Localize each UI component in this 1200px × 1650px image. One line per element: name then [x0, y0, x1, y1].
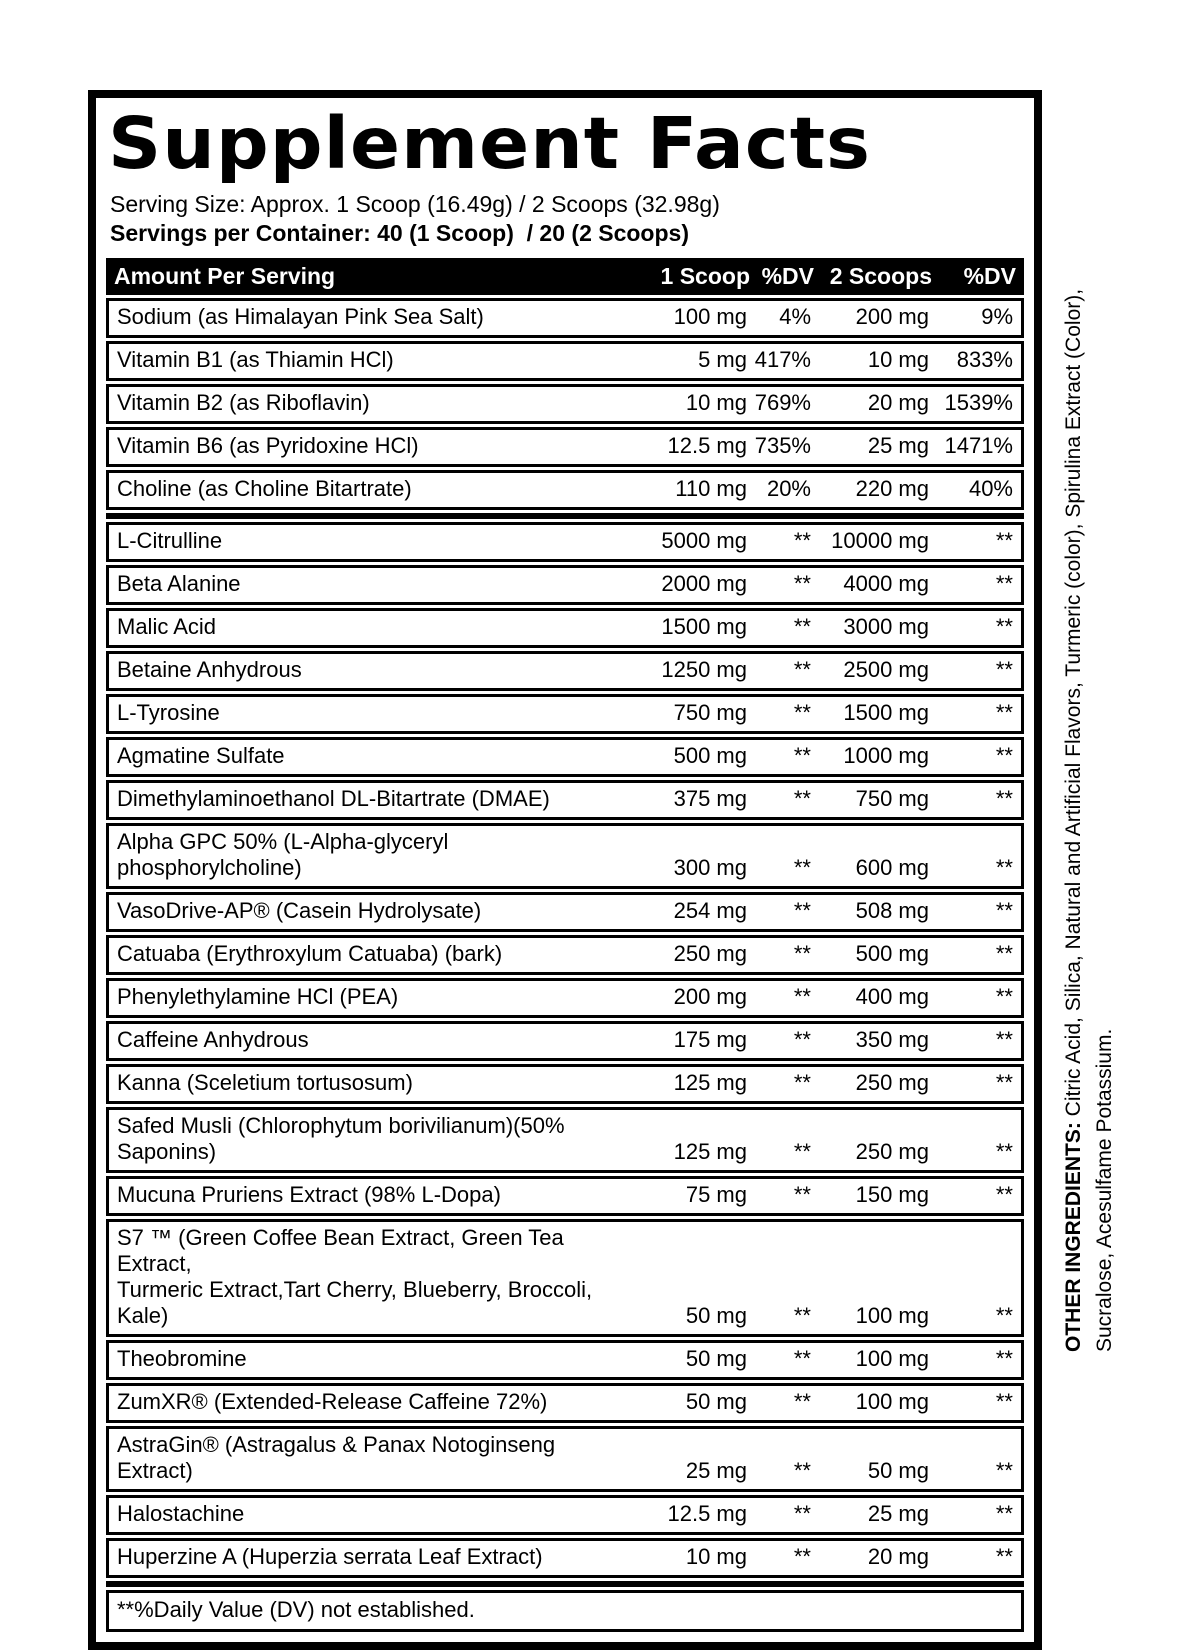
dv-1-scoop: 20% — [766, 476, 811, 501]
ingredient-name — [117, 700, 635, 726]
amount-1-scoop: 500 mg — [673, 743, 747, 768]
amount-1-scoop: 750 mg — [673, 700, 747, 725]
dv-2-scoops: ** — [995, 898, 1013, 923]
ingredient-name — [117, 1070, 635, 1096]
dv-2-scoops: ** — [995, 1346, 1013, 1371]
table-row — [106, 341, 1024, 381]
dv-1-scoop: ** — [793, 1070, 811, 1095]
amount-2-scoops: 50 mg — [867, 1458, 929, 1483]
panel-title: Supplement Facts — [108, 102, 872, 185]
table-row — [106, 1219, 1024, 1337]
table-row — [106, 522, 1024, 562]
table-row — [106, 694, 1024, 734]
dv-2-scoops: 40% — [968, 476, 1013, 501]
header-dv-1: %DV — [761, 263, 814, 289]
ingredient-name — [117, 1027, 635, 1053]
supplement-facts-panel — [88, 90, 1042, 1650]
amount-2-scoops: 100 mg — [855, 1346, 929, 1371]
dv-2-scoops: ** — [995, 571, 1013, 596]
table-row — [106, 384, 1024, 424]
amount-2-scoops: 20 mg — [867, 1544, 929, 1569]
amount-2-scoops: 500 mg — [855, 941, 929, 966]
ingredient-name-line: Vitamin B6 (as Pyridoxine HCl) — [117, 433, 419, 458]
ingredient-name — [117, 1182, 635, 1208]
amount-1-scoop: 10 mg — [685, 390, 747, 415]
ingredient-name-line: L-Tyrosine — [117, 700, 220, 725]
dv-2-scoops: ** — [995, 941, 1013, 966]
ingredient-name — [117, 304, 635, 330]
amount-2-scoops: 150 mg — [855, 1182, 929, 1207]
ingredient-name-line: Turmeric Extract,Tart Cherry, Blueberry, Broccoli, Kale) — [117, 1277, 593, 1328]
ingredient-name-line: Catuaba (Erythroxylum Catuaba) (bark) — [117, 941, 503, 966]
ingredient-name — [117, 984, 635, 1010]
amount-2-scoops: 10000 mg — [831, 528, 929, 553]
amount-1-scoop: 25 mg — [685, 1458, 747, 1483]
amount-1-scoop: 1250 mg — [661, 657, 747, 682]
ingredient-name — [117, 614, 635, 640]
table-row — [106, 1538, 1024, 1578]
dv-2-scoops: ** — [995, 528, 1013, 553]
header-1-scoop: 1 Scoop — [660, 263, 750, 289]
amount-1-scoop: 50 mg — [685, 1346, 747, 1371]
amount-1-scoop: 5 mg — [698, 347, 747, 372]
amount-2-scoops: 20 mg — [867, 390, 929, 415]
ingredient-name — [117, 571, 635, 597]
header-amount-per-serving: Amount Per Serving — [114, 263, 336, 289]
ingredient-name-line: Mucuna Pruriens Extract (98% L-Dopa) — [117, 1182, 501, 1207]
dv-1-scoop: ** — [793, 1458, 811, 1483]
amount-2-scoops: 3000 mg — [843, 614, 929, 639]
dv-1-scoop: ** — [793, 1182, 811, 1207]
amount-1-scoop: 200 mg — [673, 984, 747, 1009]
amount-1-scoop: 2000 mg — [661, 571, 747, 596]
amount-1-scoop: 10 mg — [685, 1544, 747, 1569]
ingredient-name — [117, 347, 635, 373]
ingredient-name — [117, 743, 635, 769]
amount-1-scoop: 125 mg — [673, 1070, 747, 1095]
ingredient-name-line: Theobromine — [117, 1346, 247, 1371]
ingredient-name-line: Dimethylaminoethanol DL-Bitartrate (DMAE) — [117, 786, 550, 811]
amount-2-scoops: 25 mg — [867, 433, 929, 458]
header-2-scoops: 2 Scoops — [829, 263, 932, 289]
ingredient-name-line: Choline (as Choline Bitartrate) — [117, 476, 412, 501]
ingredient-name-line: L-Citrulline — [117, 528, 223, 553]
ingredient-name — [117, 1113, 635, 1165]
amount-1-scoop: 12.5 mg — [667, 1501, 747, 1526]
dv-2-scoops: ** — [995, 1501, 1013, 1526]
table-row — [106, 780, 1024, 820]
ingredient-name — [117, 1501, 635, 1527]
amount-2-scoops: 250 mg — [855, 1139, 929, 1164]
ingredient-name-line: Agmatine Sulfate — [117, 743, 285, 768]
dv-1-scoop: ** — [793, 1346, 811, 1371]
amount-1-scoop: 125 mg — [673, 1139, 747, 1164]
ingredient-name — [117, 1225, 635, 1329]
amount-2-scoops: 100 mg — [855, 1389, 929, 1414]
amount-2-scoops: 25 mg — [867, 1501, 929, 1526]
dv-2-scoops: ** — [995, 1182, 1013, 1207]
amount-2-scoops: 600 mg — [855, 855, 929, 880]
table-header-bar — [106, 258, 1024, 295]
dv-2-scoops: ** — [995, 1544, 1013, 1569]
ingredient-name-line: Sodium (as Himalayan Pink Sea Salt) — [117, 304, 484, 329]
dv-1-scoop: ** — [793, 1139, 811, 1164]
other-ingredients-line2: Sucralose, Acesulfame Potassium. — [1093, 1028, 1116, 1352]
ingredient-name-line: Phenylethylamine HCl (PEA) — [117, 984, 399, 1009]
dv-1-scoop: ** — [793, 700, 811, 725]
dv-1-scoop: ** — [793, 1389, 811, 1414]
ingredient-name — [117, 657, 635, 683]
ingredient-name — [117, 433, 635, 459]
other-ingredients-line1: Citric Acid, Silica, Natural and Artificial Flavors, Turmeric (color), Spirulina Extract (Color), — [1062, 288, 1085, 1123]
ingredient-name-line: Halostachine — [117, 1501, 245, 1526]
dv-2-scoops: ** — [995, 657, 1013, 682]
dv-1-scoop: 417% — [754, 347, 811, 372]
ingredient-name-line: Malic Acid — [117, 614, 217, 639]
table-row — [106, 651, 1024, 691]
amount-1-scoop: 254 mg — [673, 898, 747, 923]
table-row — [106, 892, 1024, 932]
dv-1-scoop: ** — [793, 657, 811, 682]
dv-1-scoop: 769% — [754, 390, 811, 415]
amount-2-scoops: 4000 mg — [843, 571, 929, 596]
ingredient-name-line: Kanna (Sceletium tortusosum) — [117, 1070, 413, 1095]
servings-per-container-text: Servings per Container: 40 (1 Scoop) / 20 (2 Scoops) — [110, 220, 689, 246]
dv-1-scoop: ** — [793, 1544, 811, 1569]
dv-2-scoops: ** — [995, 786, 1013, 811]
amount-2-scoops: 750 mg — [855, 786, 929, 811]
serving-size-text: Serving Size: Approx. 1 Scoop (16.49g) / 2 Scoops (32.98g) — [110, 191, 720, 217]
amount-1-scoop: 300 mg — [673, 855, 747, 880]
table-row — [106, 470, 1024, 510]
table-row — [106, 1426, 1024, 1492]
dv-1-scoop: ** — [793, 614, 811, 639]
amount-1-scoop: 250 mg — [673, 941, 747, 966]
table-row — [106, 1383, 1024, 1423]
amount-1-scoop: 175 mg — [673, 1027, 747, 1052]
dv-2-scoops: 9% — [981, 304, 1013, 329]
amount-1-scoop: 110 mg — [675, 476, 747, 501]
amount-2-scoops: 250 mg — [855, 1070, 929, 1095]
dv-2-scoops: ** — [995, 614, 1013, 639]
amount-2-scoops: 1500 mg — [843, 700, 929, 725]
ingredient-name — [117, 528, 635, 554]
dv-1-scoop: ** — [793, 528, 811, 553]
amount-2-scoops: 10 mg — [867, 347, 929, 372]
dv-1-scoop: ** — [793, 898, 811, 923]
amount-1-scoop: 75 mg — [685, 1182, 747, 1207]
amount-1-scoop: 100 mg — [673, 304, 747, 329]
other-ingredients-label: OTHER INGREDIENTS: — [1062, 1122, 1085, 1352]
table-row — [106, 823, 1024, 889]
dv-2-scoops: ** — [995, 1389, 1013, 1414]
ingredient-name — [117, 1544, 635, 1570]
ingredient-name-line: VasoDrive-AP® (Casein Hydrolysate) — [117, 898, 482, 923]
ingredient-name-line: AstraGin® (Astragalus & Panax Notoginseng Extract) — [117, 1432, 556, 1483]
dv-1-scoop: ** — [793, 1303, 811, 1328]
ingredient-name-line: Vitamin B2 (as Riboflavin) — [117, 390, 370, 415]
amount-1-scoop: 1500 mg — [661, 614, 747, 639]
table-row — [106, 1495, 1024, 1535]
table-row — [106, 737, 1024, 777]
ingredient-name-line: Safed Musli (Chlorophytum borivilianum)(50% Saponins) — [117, 1113, 565, 1164]
table-row — [106, 608, 1024, 648]
dv-2-scoops: 1539% — [944, 390, 1013, 415]
table-row — [106, 1021, 1024, 1061]
amount-1-scoop: 12.5 mg — [667, 433, 747, 458]
section-divider — [106, 513, 1024, 519]
dv-2-scoops: ** — [995, 700, 1013, 725]
dv-2-scoops: ** — [995, 1303, 1013, 1328]
amount-2-scoops: 508 mg — [855, 898, 929, 923]
table-row — [106, 978, 1024, 1018]
other-ingredients-vertical-text — [1058, 184, 1120, 1352]
dv-2-scoops: 1471% — [944, 433, 1013, 458]
ingredient-name-line: Beta Alanine — [117, 571, 241, 596]
ingredient-name — [117, 1389, 635, 1415]
ingredient-name — [117, 941, 635, 967]
dv-1-scoop: ** — [793, 1027, 811, 1052]
dv-2-scoops: ** — [995, 1458, 1013, 1483]
ingredient-name — [117, 898, 635, 924]
amount-1-scoop: 375 mg — [673, 786, 747, 811]
amount-2-scoops: 200 mg — [855, 304, 929, 329]
ingredient-name-line: Caffeine Anhydrous — [117, 1027, 309, 1052]
dv-1-scoop: ** — [793, 1501, 811, 1526]
ingredient-name-line: Vitamin B1 (as Thiamin HCl) — [117, 347, 394, 372]
ingredient-name-line: Huperzine A (Huperzia serrata Leaf Extract) — [117, 1544, 543, 1569]
ingredient-name — [117, 829, 635, 881]
amount-1-scoop: 50 mg — [685, 1389, 747, 1414]
table-row — [106, 1176, 1024, 1216]
dv-2-scoops: ** — [995, 984, 1013, 1009]
dv-1-scoop: ** — [793, 984, 811, 1009]
dv-1-scoop: ** — [793, 855, 811, 880]
ingredient-name — [117, 390, 635, 416]
daily-value-footnote: **%Daily Value (DV) not established. — [106, 1590, 1024, 1632]
table-row — [106, 1107, 1024, 1173]
dv-1-scoop: 4% — [779, 304, 811, 329]
dv-2-scoops: ** — [995, 743, 1013, 768]
header-dv-2: %DV — [963, 263, 1016, 289]
ingredient-name-line: ZumXR® (Extended-Release Caffeine 72%) — [117, 1389, 548, 1414]
dv-1-scoop: ** — [793, 941, 811, 966]
amount-2-scoops: 350 mg — [855, 1027, 929, 1052]
ingredient-name — [117, 786, 635, 812]
amount-2-scoops: 1000 mg — [843, 743, 929, 768]
table-row — [106, 1340, 1024, 1380]
table-row — [106, 935, 1024, 975]
dv-2-scoops: 833% — [956, 347, 1013, 372]
dv-1-scoop: ** — [793, 743, 811, 768]
footnote-divider — [106, 1581, 1024, 1587]
amount-2-scoops: 400 mg — [855, 984, 929, 1009]
dv-1-scoop: 735% — [754, 433, 811, 458]
dv-2-scoops: ** — [995, 1027, 1013, 1052]
ingredient-name-line: S7 ™ (Green Coffee Bean Extract, Green Tea Extract, — [117, 1225, 564, 1276]
amount-2-scoops: 100 mg — [855, 1303, 929, 1328]
ingredient-name — [117, 1346, 635, 1372]
ingredient-name-line: Betaine Anhydrous — [117, 657, 302, 682]
table-row — [106, 565, 1024, 605]
ingredient-name — [117, 476, 635, 502]
table-row — [106, 427, 1024, 467]
amount-2-scoops: 2500 mg — [843, 657, 929, 682]
table-row — [106, 298, 1024, 338]
dv-1-scoop: ** — [793, 571, 811, 596]
ingredient-rows — [106, 298, 1024, 1578]
dv-2-scoops: ** — [995, 1139, 1013, 1164]
amount-1-scoop: 5000 mg — [661, 528, 747, 553]
dv-2-scoops: ** — [995, 1070, 1013, 1095]
dv-1-scoop: ** — [793, 786, 811, 811]
ingredient-name-line: Alpha GPC 50% (L-Alpha-glyceryl phosphorylcholine) — [117, 829, 449, 880]
table-row — [106, 1064, 1024, 1104]
ingredient-name — [117, 1432, 635, 1484]
dv-2-scoops: ** — [995, 855, 1013, 880]
amount-1-scoop: 50 mg — [685, 1303, 747, 1328]
amount-2-scoops: 220 mg — [855, 476, 929, 501]
